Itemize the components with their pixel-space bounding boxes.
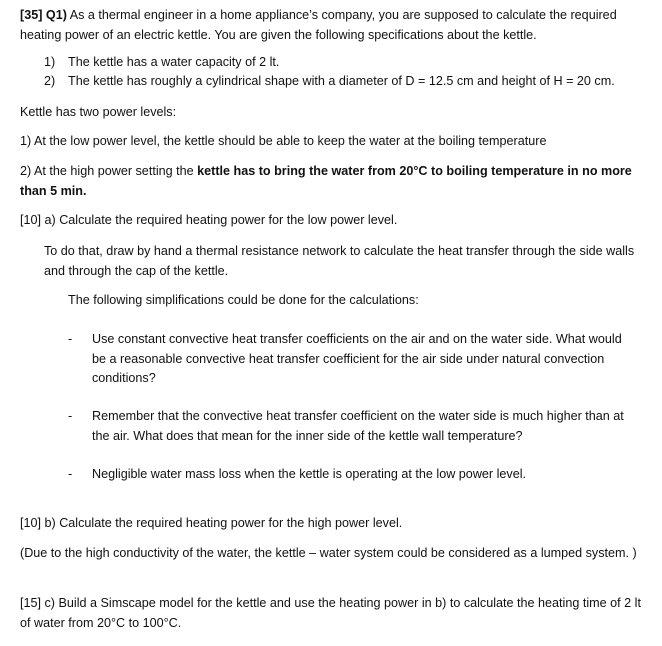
part-a-title: [10] a) Calculate the required heating power for the low power level. [20,213,398,227]
high-power-requirement [20,162,650,201]
spec-item-shape [44,72,644,92]
part-b-note: (Due to the high conductivity of the water, the kettle – water system could be considered as a lumped system. ) [20,546,637,560]
spec-text: The kettle has a water capacity of 2 lt. [68,55,280,69]
spec-text: The kettle has roughly a cylindrical shape with a diameter of D = 12.5 cm and height of H = 20 cm. [68,74,615,88]
simplification-text: Use constant convective heat transfer coefficients on the air and on the water side. What would be a reasonable convective heat transfer coefficient for the air side under natural convection conditions? [92,332,622,385]
high-power-emphasis: kettle has to bring the water from 20°C to boiling temperature in no more than 5 min. [20,164,632,198]
dash-bullet: - [68,467,73,481]
spec-number: 2) [44,74,56,88]
q1-intro [20,6,650,45]
simplification-item [68,407,628,446]
power-levels-heading: Kettle has two power levels: [20,105,177,119]
q1-marker: [35] Q1) [20,8,67,22]
part-b-title: [10] b) Calculate the required heating power for the high power level. [20,516,403,530]
spec-number: 1) [44,55,56,69]
simplifications-heading: The following simplifications could be done for the calculations: [68,293,419,307]
spec-item-capacity [44,53,644,73]
simplification-item [68,465,628,485]
q1-intro-text: As a thermal engineer in a home appliance’s company, you are supposed to calculate the required heating power of an electric kettle. You are given the following specifications about the kettle. [20,8,617,42]
low-power-requirement: 1) At the low power level, the kettle should be able to keep the water at the boiling temperature [20,134,547,148]
simplification-item [68,330,628,389]
high-power-prefix: 2) At the high power setting the [20,164,198,178]
dash-bullet: - [68,409,73,423]
simplification-text: Remember that the convective heat transfer coefficient on the water side is much higher than at the air. What does that mean for the inner side of the kettle wall temperature? [92,409,624,443]
simplification-text: Negligible water mass loss when the kettle is operating at the low power level. [92,467,527,481]
part-a-instruction: To do that, draw by hand a thermal resistance network to calculate the heat transfer through the side walls and through the cap of the kettle. [44,244,635,278]
dash-bullet: - [68,332,73,346]
part-c-title: [15] c) Build a Simscape model for the kettle and use the heating power in b) to calculate the heating time of 2 lt of water from 20°C to 100°C. [20,596,641,630]
